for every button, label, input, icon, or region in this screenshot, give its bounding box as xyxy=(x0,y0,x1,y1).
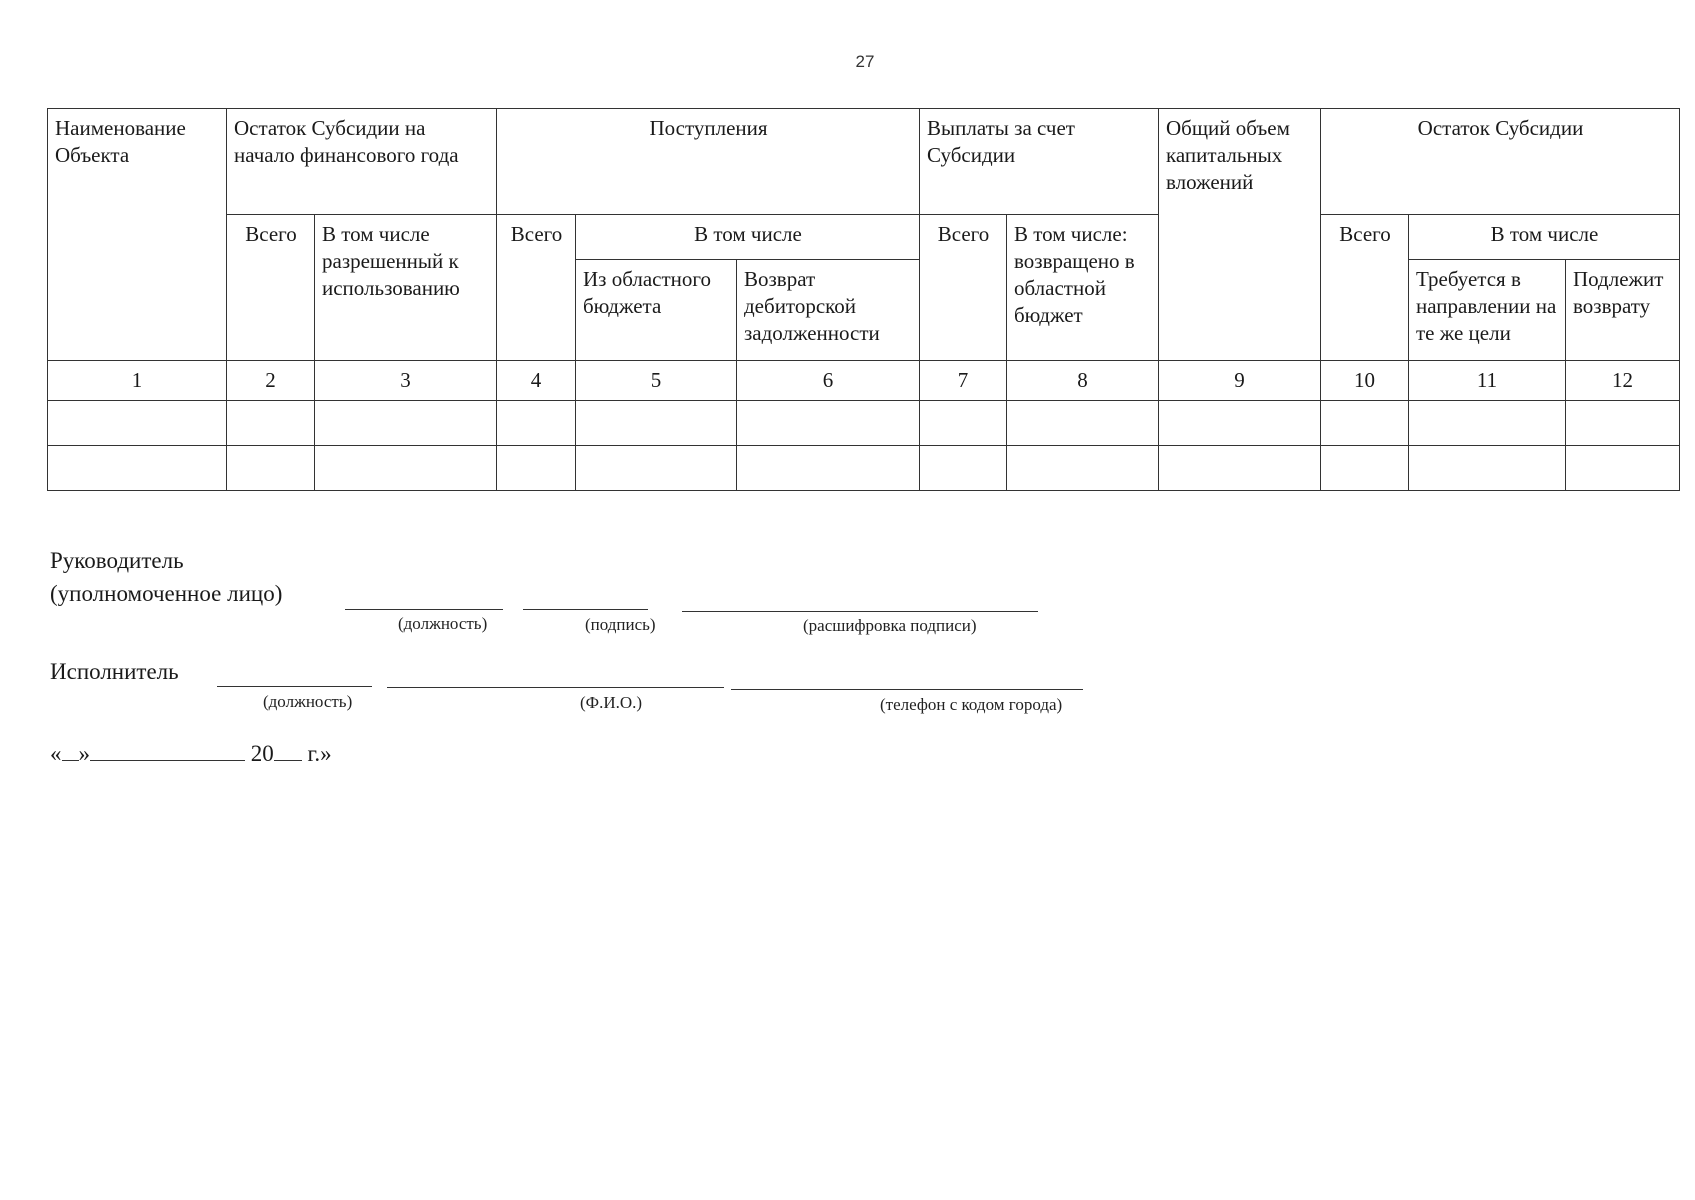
column-number: 12 xyxy=(1566,361,1680,401)
header-total-2: Всего xyxy=(227,215,315,361)
column-number: 9 xyxy=(1159,361,1321,401)
date-year-suffix: г.» xyxy=(307,741,332,766)
column-number: 2 xyxy=(227,361,315,401)
table-cell[interactable] xyxy=(1409,446,1566,491)
table-cell[interactable] xyxy=(1321,446,1409,491)
table-row xyxy=(48,446,1680,491)
table-cell[interactable] xyxy=(315,401,497,446)
head-sublabel: (уполномоченное лицо) xyxy=(50,581,283,606)
column-number: 7 xyxy=(920,361,1007,401)
table-cell[interactable] xyxy=(315,446,497,491)
header-from-regional-budget: Из областного бюджета xyxy=(576,260,737,361)
header-to-be-returned: Подлежит возврату xyxy=(1566,260,1680,361)
table-cell[interactable] xyxy=(497,401,576,446)
header-allowed-for-use: В том числе разрешенный к использованию xyxy=(315,215,497,361)
header-row-1 xyxy=(48,109,1680,215)
column-number: 6 xyxy=(737,361,920,401)
head-caption-position: (должность) xyxy=(398,614,488,633)
head-caption-signature: (подпись) xyxy=(585,615,656,634)
date-year-prefix: 20 xyxy=(250,741,274,766)
header-receipts: Поступления xyxy=(497,109,920,215)
table-cell[interactable] xyxy=(1007,401,1159,446)
date-day-blank[interactable] xyxy=(62,738,79,761)
header-object-name: Наименование Объекта xyxy=(48,109,227,361)
column-number: 8 xyxy=(1007,361,1159,401)
subsidy-report-table xyxy=(47,108,1680,491)
header-row-2 xyxy=(48,215,1680,260)
table-cell[interactable] xyxy=(920,401,1007,446)
executor-caption-phone: (телефон с кодом города) xyxy=(880,695,1063,714)
column-number: 5 xyxy=(576,361,737,401)
table-cell[interactable] xyxy=(1566,401,1680,446)
table-cell[interactable] xyxy=(737,401,920,446)
table-cell[interactable] xyxy=(1321,401,1409,446)
executor-label: Исполнитель xyxy=(50,659,179,684)
executor-caption-position: (должность) xyxy=(263,692,353,711)
head-signature-line[interactable] xyxy=(523,609,648,610)
head-position-line[interactable] xyxy=(345,609,503,610)
table-cell[interactable] xyxy=(1409,401,1566,446)
table-cell[interactable] xyxy=(227,401,315,446)
column-number: 1 xyxy=(48,361,227,401)
header-total-4: Всего xyxy=(497,215,576,361)
column-number: 3 xyxy=(315,361,497,401)
table-cell[interactable] xyxy=(227,446,315,491)
table-cell[interactable] xyxy=(48,401,227,446)
header-receivables-return: Возврат дебиторской задолженности xyxy=(737,260,920,361)
head-caption-decoding: (расшифровка подписи) xyxy=(803,616,977,635)
header-balance-start: Остаток Субсидии на начало финансового года xyxy=(227,109,497,215)
date-line xyxy=(50,738,332,767)
executor-name-line[interactable] xyxy=(387,687,724,688)
executor-phone-line[interactable] xyxy=(731,689,1083,690)
header-balance-end: Остаток Субсидии xyxy=(1321,109,1680,215)
column-number: 4 xyxy=(497,361,576,401)
column-number: 10 xyxy=(1321,361,1409,401)
date-open-quote: « xyxy=(50,741,62,766)
table-cell[interactable] xyxy=(1159,446,1321,491)
table-cell[interactable] xyxy=(576,401,737,446)
date-close-quote: » xyxy=(78,741,90,766)
executor-caption-name: (Ф.И.О.) xyxy=(580,693,643,712)
table-cell[interactable] xyxy=(1159,401,1321,446)
header-including-receipts: В том числе xyxy=(576,215,920,260)
table-cell[interactable] xyxy=(576,446,737,491)
table-cell[interactable] xyxy=(1566,446,1680,491)
header-total-10: Всего xyxy=(1321,215,1409,361)
column-number-row xyxy=(48,361,1680,401)
header-including-balance: В том числе xyxy=(1409,215,1680,260)
header-payments: Выплаты за счет Субсидии xyxy=(920,109,1159,215)
header-total-7: Всего xyxy=(920,215,1007,361)
column-number: 11 xyxy=(1409,361,1566,401)
table-cell[interactable] xyxy=(737,446,920,491)
table-row xyxy=(48,401,1680,446)
head-decoding-line[interactable] xyxy=(682,611,1038,612)
head-label: Руководитель xyxy=(50,548,184,573)
header-capital-investments: Общий объем капитальных вложений xyxy=(1159,109,1321,361)
date-month-blank[interactable] xyxy=(90,738,245,761)
header-needed-same-purpose: Требуется в направлении на те же цели xyxy=(1409,260,1566,361)
table-cell[interactable] xyxy=(1007,446,1159,491)
table-cell[interactable] xyxy=(497,446,576,491)
header-returned-to-regional: В том числе: возвращено в областной бюджет xyxy=(1007,215,1159,361)
page-number: 27 xyxy=(855,52,875,71)
table-cell[interactable] xyxy=(48,446,227,491)
date-year-blank[interactable] xyxy=(274,738,302,761)
table-cell[interactable] xyxy=(920,446,1007,491)
executor-position-line[interactable] xyxy=(217,686,372,687)
